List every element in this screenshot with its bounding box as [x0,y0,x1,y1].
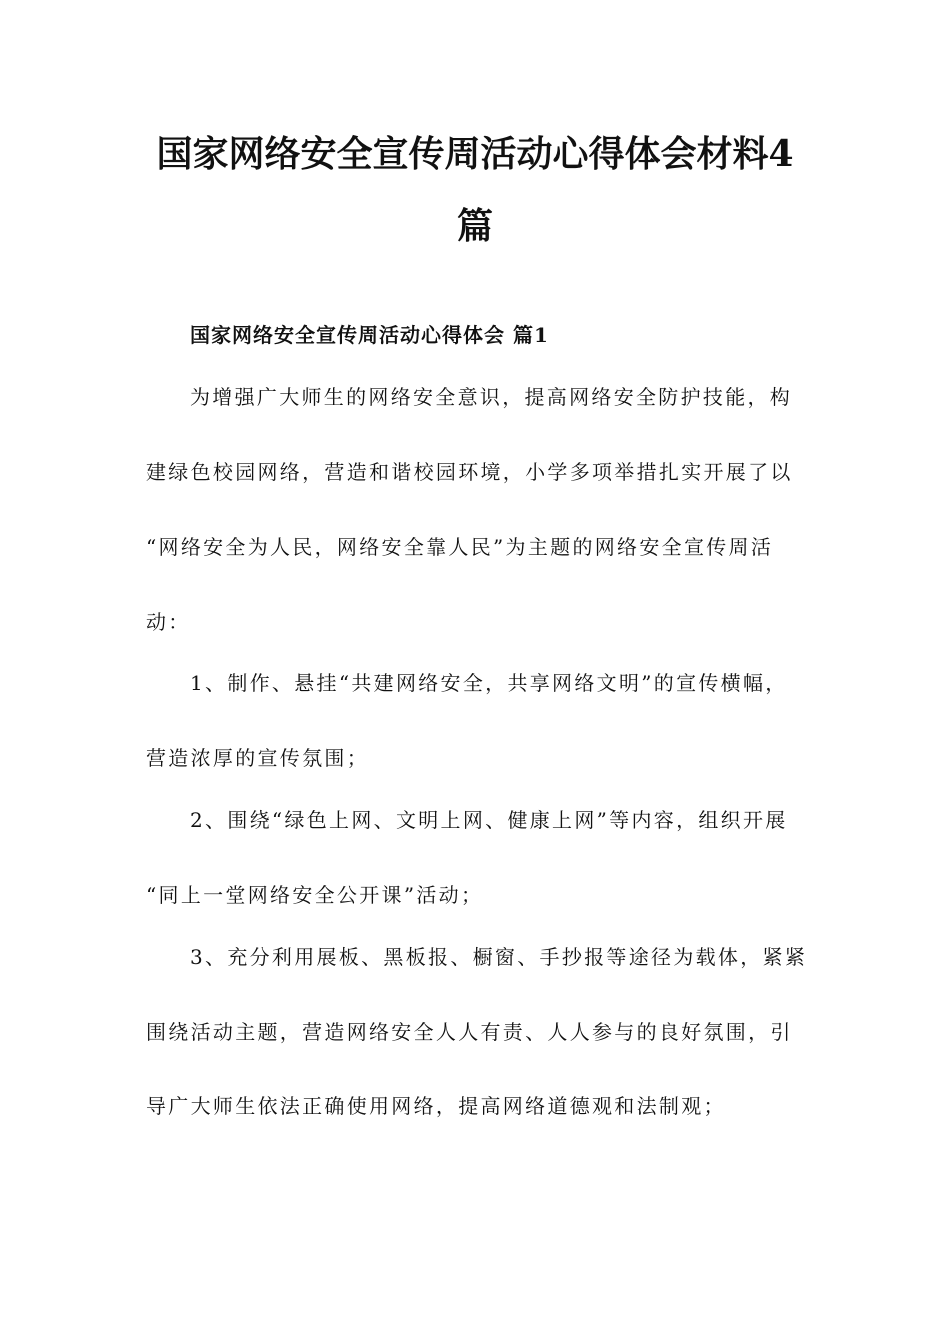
document-title-line-2: 篇 [456,205,493,247]
item2-line-2: “同上一堂网络安全公开课”活动； [146,883,484,907]
paragraph1-line-3: “网络安全为人民，网络安全靠人民”为主题的网络安全宣传周活 [146,535,774,559]
item3-line-3: 导广大师生依法正确使用网络，提高网络道德观和法制观； [146,1094,726,1118]
section-heading: 国家网络安全宣传周活动心得体会 篇1 [190,323,549,347]
item3-line-2: 围绕活动主题，营造网络安全人人有责、人人参与的良好氛围，引 [146,1020,793,1044]
paragraph1-line-1: 为增强广大师生的网络安全意识，提高网络安全防护技能，构 [190,385,793,409]
paragraph1-line-2: 建绿色校园网络，营造和谐校园环境，小学多项举措扎实开展了以 [146,460,793,484]
paragraph1-line-4: 动： [146,610,191,634]
item1-line-2: 营造浓厚的宣传氛围； [146,746,369,770]
document-title-line-1: 国家网络安全宣传周活动心得体会材料4 [156,133,794,175]
item1-line-1: 1、制作、悬挂“共建网络安全，共享网络文明”的宣传横幅， [190,671,788,695]
item3-line-1: 3、充分利用展板、黑板报、橱窗、手抄报等途径为载体，紧紧 [190,945,808,969]
item2-line-1: 2、围绕“绿色上网、文明上网、健康上网”等内容，组织开展 [190,808,788,832]
